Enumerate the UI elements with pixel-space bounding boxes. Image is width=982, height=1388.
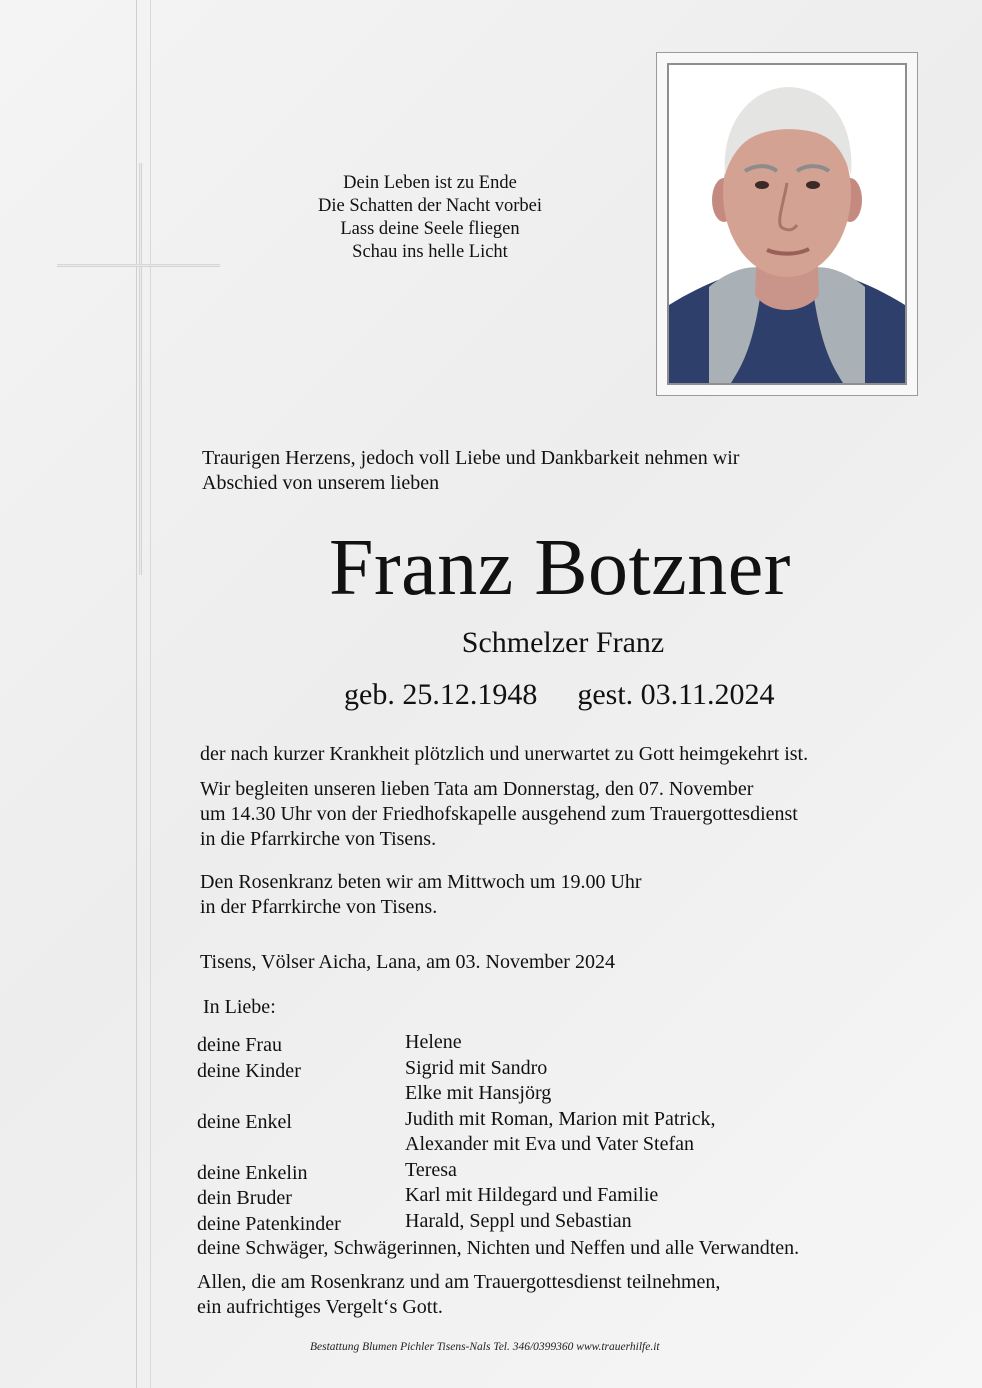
- thanks-line: ein aufrichtiges Vergelt‘s Gott.: [197, 1296, 443, 1318]
- family-names: Helene: [405, 1031, 462, 1053]
- family-relation: deine Enkelin: [197, 1161, 308, 1184]
- poem-line: Lass deine Seele fliegen: [340, 219, 520, 239]
- rosary-line: Den Rosenkranz beten wir am Mittwoch um 19.00 Uhr: [200, 871, 642, 893]
- family-relation: deine Frau: [197, 1034, 282, 1056]
- deceased-nickname: Schmelzer Franz: [461, 626, 665, 659]
- place-date: Tisens, Völser Aicha, Lana, am 03. November 2024: [200, 951, 615, 973]
- poem-line: Die Schatten der Nacht vorbei: [318, 196, 542, 216]
- passing-text: der nach kurzer Krankheit plötzlich und unerwartet zu Gott heimgekehrt ist.: [200, 743, 809, 765]
- thanks-line: Allen, die am Rosenkranz und am Trauergottesdienst teilnehmen,: [197, 1271, 721, 1293]
- life-dates: [344, 675, 775, 715]
- left-border-line-inner: [150, 0, 151, 1388]
- intro-line: Abschied von unserem lieben: [202, 472, 440, 494]
- extended-family: deine Schwäger, Schwägerinnen, Nichten und Neffen und alle Verwandten.: [197, 1237, 800, 1259]
- poem: [270, 172, 590, 264]
- poem-line: Dein Leben ist zu Ende: [343, 173, 517, 193]
- family-names: Elke mit Hansjörg: [405, 1082, 552, 1104]
- left-border-line: [136, 0, 137, 1388]
- funeral-line: Wir begleiten unseren lieben Tata am Donnerstag, den 07. November: [200, 778, 754, 800]
- in-love-heading: In Liebe:: [203, 996, 276, 1018]
- family-relation: deine Kinder: [197, 1059, 301, 1082]
- poem-line: Schau ins helle Licht: [352, 242, 508, 262]
- thanks-text: [197, 1270, 720, 1320]
- rosary-text: [200, 870, 642, 920]
- family-names: Judith mit Roman, Marion mit Patrick,: [405, 1107, 716, 1130]
- deceased-name: Franz Botzner: [329, 524, 791, 612]
- family-relation: deine Enkel: [197, 1110, 292, 1133]
- family-names: Sigrid mit Sandro: [405, 1056, 548, 1079]
- family-names: Karl mit Hildegard und Familie: [405, 1184, 659, 1206]
- family-names: Harald, Seppl und Sebastian: [405, 1209, 632, 1232]
- death-date: gest. 03.11.2024: [577, 678, 775, 711]
- family-names: Alexander mit Eva und Vater Stefan: [405, 1133, 694, 1155]
- family-relation: dein Bruder: [197, 1187, 292, 1209]
- funeral-line: um 14.30 Uhr von der Friedhofskapelle ausgehend zum Trauergottesdienst: [200, 803, 798, 825]
- funeral-home-footer: Bestattung Blumen Pichler Tisens-Nals Tel. 346/0399360 www.trauerhilfe.it: [310, 1341, 660, 1353]
- intro-text: [202, 446, 739, 496]
- portrait-photo: [667, 63, 907, 385]
- intro-line: Traurigen Herzens, jedoch voll Liebe und Dankbarkeit nehmen wir: [202, 447, 740, 469]
- cross-icon-horizontal: [57, 264, 220, 267]
- family-names: Teresa: [405, 1158, 457, 1181]
- portrait-frame: [656, 52, 918, 396]
- birth-date: geb. 25.12.1948: [344, 678, 538, 711]
- family-relation: deine Patenkinder: [197, 1212, 341, 1235]
- funeral-line: in die Pfarrkirche von Tisens.: [200, 828, 437, 850]
- portrait-illustration: [669, 65, 905, 383]
- cross-icon-vertical: [139, 163, 142, 575]
- rosary-line: in der Pfarrkirche von Tisens.: [200, 896, 438, 918]
- funeral-text: [200, 777, 798, 852]
